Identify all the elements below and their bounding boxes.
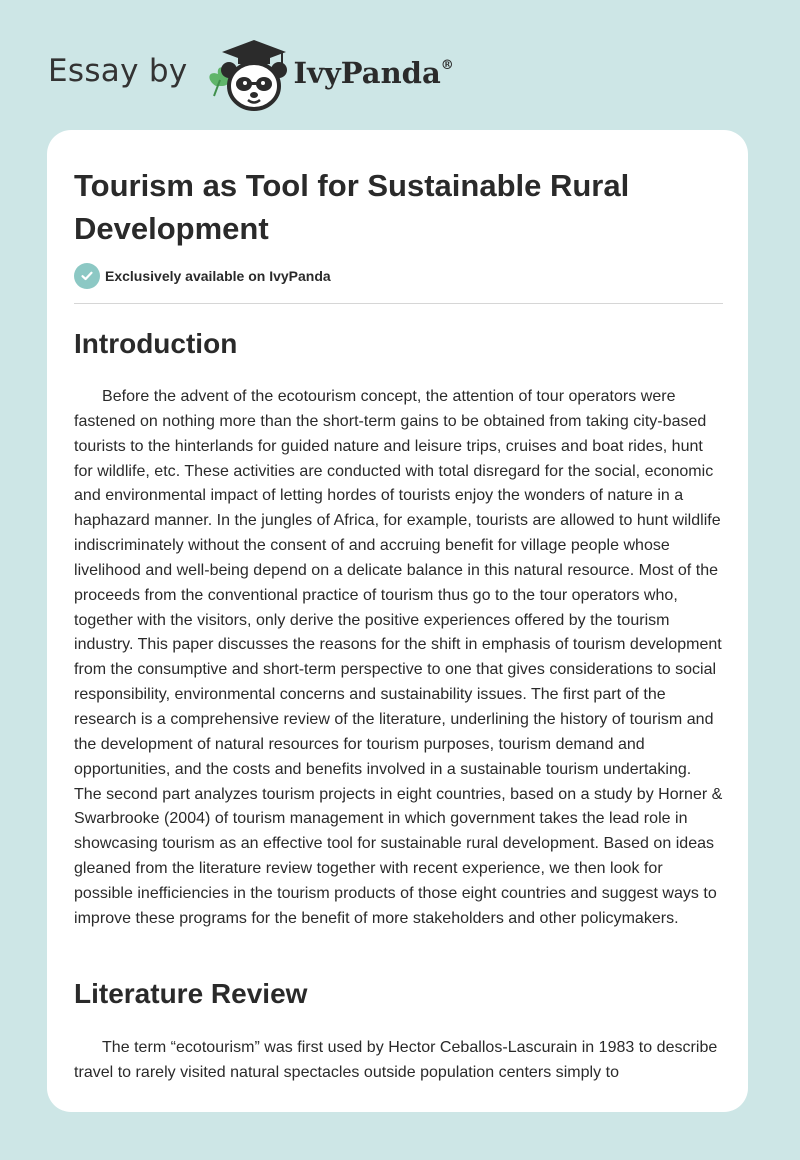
essay-by-label: Essay by: [48, 53, 188, 89]
brand-text: IvyPanda: [293, 56, 441, 90]
site-header: [48, 34, 454, 114]
brand-name[interactable]: [294, 56, 454, 90]
registered-mark: ®: [440, 58, 454, 73]
essay-title: Tourism as Tool for Sustainable Rural Development: [74, 168, 630, 246]
section-paragraph-literature-review: The term “ecotourism” was first used by Hector Ceballos-Lascurain in 1983 to describe travel to rarely visited natural spectacles outside population centers simply to: [74, 1039, 718, 1081]
section-heading-introduction: Introduction: [74, 328, 238, 359]
ivypanda-logo-icon[interactable]: [202, 34, 290, 114]
exclusive-badge: [74, 263, 331, 289]
section-heading-literature-review: Literature Review: [74, 978, 308, 1009]
divider: [74, 303, 723, 304]
section-paragraph-introduction: Before the advent of the ecotourism concept, the attention of tour operators were fastened on nothing more than the short-term gains to be obtained from taking city-based tourists to the hinterlands for guided nature and leisure trips, cruises and boat rides, hunt for wildlife, etc. These activities are conducted with total disregard for the social, economic and environmental impact of letting hordes of tourists enjoy the wonders of nature in a haphazard manner. In the jungles of Africa, for example, tourists are allowed to hunt wildlife indiscriminately without the consent of and accruing benefit for village people whose livelihood and well-being depend on a delicate balance in this natural resource. Most of the proceeds from the conventional practice of tourism thus go to the tour operators who, together with the visitors, only derive the positive experiences offered by the tourism industry. This paper discusses the reasons for the shift in emphasis of tourism development from the consumptive and short-term perspective to one that gives considerations to social responsibility, environmental concerns and sustainability issues. The first part of the research is a comprehensive review of the literature, underlining the history of tourism and the development of natural resources for tourism purposes, tourism demand and opportunities, and the costs and benefits involved in a sustainable tourism undertaking. The second part analyzes tourism projects in eight countries, based on a study by Horner & Swarbrooke (2004) of tourism management in which government takes the lead role in showcasing tourism as an effective tool for sustainable rural development. Based on ideas gleaned from the literature review together with recent experience, we then look for possible inefficiencies in the tourism products of those eight countries and suggest ways to improve these programs for the benefit of more stakeholders and other policymakers.: [74, 388, 723, 927]
badge-label: Exclusively available on IvyPanda: [105, 268, 331, 284]
essay-card: [47, 130, 748, 1112]
check-icon: [74, 263, 100, 289]
